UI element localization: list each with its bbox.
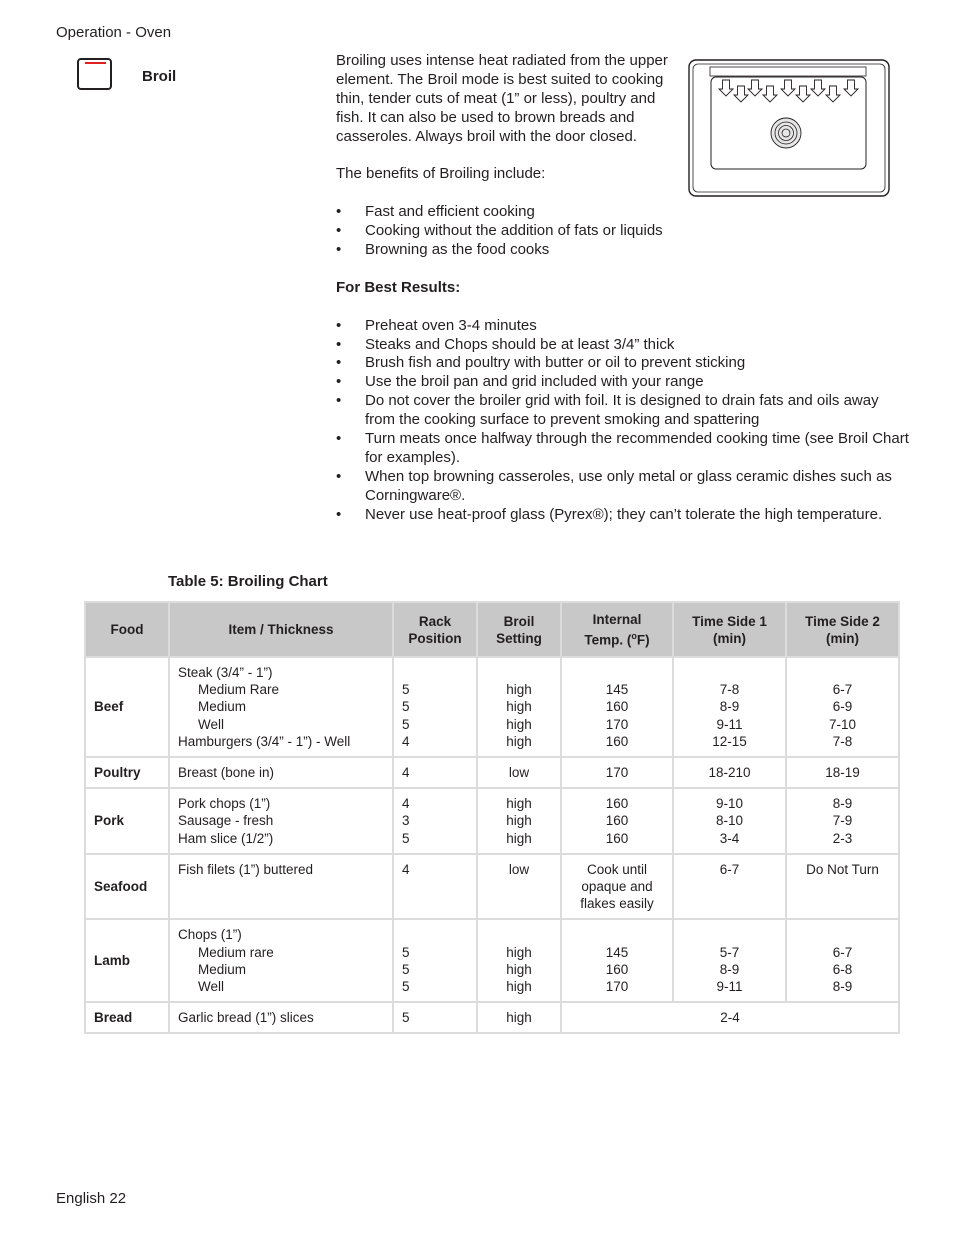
list-item-text: Do not cover the broiler grid with foil. It is designed to drain fats and oils away from the cooking surface to prevent smoking and spattering bbox=[365, 392, 879, 429]
rack-cell: 4 3 5 bbox=[393, 788, 477, 854]
broiling-chart-table bbox=[84, 601, 900, 1034]
food-cell: Pork bbox=[85, 788, 169, 854]
broil-mode-icon bbox=[77, 58, 112, 90]
list-item-text: Preheat oven 3-4 minutes bbox=[365, 316, 537, 334]
broil-cell: low bbox=[477, 854, 561, 920]
item-cell: Fish filets (1”) buttered bbox=[169, 854, 393, 920]
broil-cell: high high high high bbox=[477, 657, 561, 757]
rack-cell: 4 bbox=[393, 757, 477, 788]
food-cell: Seafood bbox=[85, 854, 169, 920]
list-item bbox=[336, 468, 911, 506]
bullet: • bbox=[336, 467, 342, 485]
bullet: • bbox=[336, 505, 342, 523]
list-item-text: Steaks and Chops should be at least 3/4” thick bbox=[365, 335, 675, 353]
time-side-2-cell: 6-7 6-9 7-10 7-8 bbox=[786, 657, 899, 757]
rack-cell: 5 5 5 4 bbox=[393, 657, 477, 757]
table-row-seafood bbox=[85, 854, 899, 920]
list-item bbox=[336, 336, 911, 355]
benefits-list bbox=[336, 203, 911, 260]
list-item bbox=[336, 506, 911, 525]
time-side-2-cell: Do Not Turn bbox=[786, 854, 899, 920]
header-time-side-2: Time Side 2 (min) bbox=[786, 602, 899, 657]
rack-cell: 5 bbox=[393, 1002, 477, 1033]
bullet: • bbox=[336, 335, 342, 353]
list-item bbox=[336, 317, 911, 336]
item-cell: Pork chops (1”) Sausage - fresh Ham slice (1/2”) bbox=[169, 788, 393, 854]
food-cell: Bread bbox=[85, 1002, 169, 1033]
broil-description bbox=[336, 52, 911, 543]
temp-cell: 160 160 160 bbox=[561, 788, 673, 854]
list-item bbox=[336, 373, 911, 392]
page-footer: English 22 bbox=[56, 1190, 127, 1207]
broil-cell: high high high bbox=[477, 788, 561, 854]
bullet: • bbox=[336, 354, 342, 372]
list-item bbox=[336, 203, 911, 222]
table-row-poultry bbox=[85, 757, 899, 788]
table-header-row bbox=[85, 602, 899, 657]
bullet: • bbox=[336, 222, 342, 240]
list-item-text: Turn meats once halfway through the recommended cooking time (see Broil Chart for examples). bbox=[365, 430, 909, 466]
list-item-text: Cooking without the addition of fats or liquids bbox=[365, 222, 663, 240]
list-item-text: Brush fish and poultry with butter or oil to prevent sticking bbox=[365, 354, 746, 372]
broil-cell: high high high bbox=[477, 919, 561, 1002]
bullet: • bbox=[336, 392, 342, 410]
header-broil: Broil Setting bbox=[477, 602, 561, 657]
item-cell: Garlic bread (1”) slices bbox=[169, 1002, 393, 1033]
mode-label: Broil bbox=[142, 68, 177, 85]
list-item-text: Use the broil pan and grid included with your range bbox=[365, 373, 704, 391]
bullet: • bbox=[336, 373, 342, 391]
time-side-2-cell: 8-9 7-9 2-3 bbox=[786, 788, 899, 854]
list-item-text: Fast and efficient cooking bbox=[365, 203, 535, 221]
header-food: Food bbox=[85, 602, 169, 657]
bullet: • bbox=[336, 241, 342, 259]
time-side-1-cell: 9-10 8-10 3-4 bbox=[673, 788, 786, 854]
food-cell: Poultry bbox=[85, 757, 169, 788]
list-item bbox=[336, 392, 911, 430]
header-time-side-1: Time Side 1 (min) bbox=[673, 602, 786, 657]
bullet: • bbox=[336, 430, 342, 448]
temp-cell: 145 160 170 bbox=[561, 919, 673, 1002]
list-item-text: When top browning casseroles, use only metal or glass ceramic dishes such as Corningware®. bbox=[365, 467, 892, 504]
header-temp: Internal Temp. ($^o$F) bbox=[561, 602, 673, 657]
time-side-1-cell: 18-210 bbox=[673, 757, 786, 788]
rack-cell: 5 5 5 bbox=[393, 919, 477, 1002]
best-results-list bbox=[336, 317, 911, 525]
intro-paragraph: Broiling uses intense heat radiated from the upper element. The Broil mode is best suited to cooking thin, tender cuts of meat (1” or less), poultry and fish. It can also be used to brown breads and casseroles. Always broil with the door closed. bbox=[336, 52, 668, 145]
time-cell: 2-4 bbox=[561, 1002, 899, 1033]
time-side-2-cell: 18-19 bbox=[786, 757, 899, 788]
list-item bbox=[336, 222, 911, 241]
time-side-1-cell: 7-8 8-9 9-11 12-15 bbox=[673, 657, 786, 757]
best-results-heading: For Best Results: bbox=[336, 278, 461, 296]
time-side-1-cell: 5-7 8-9 9-11 bbox=[673, 919, 786, 1002]
bullet: • bbox=[336, 316, 342, 334]
list-item bbox=[336, 354, 911, 373]
heating-element-bar bbox=[85, 62, 106, 64]
list-item bbox=[336, 241, 911, 260]
table-row-bread bbox=[85, 1002, 899, 1033]
list-item bbox=[336, 430, 911, 468]
section-header: Operation - Oven bbox=[56, 24, 172, 41]
temp-cell: Cook until opaque and flakes easily bbox=[561, 854, 673, 920]
broil-cell: low bbox=[477, 757, 561, 788]
food-cell: Lamb bbox=[85, 919, 169, 1002]
header-item: Item / Thickness bbox=[169, 602, 393, 657]
benefits-heading: The benefits of Broiling include: bbox=[336, 165, 546, 183]
time-side-1-cell: 6-7 bbox=[673, 854, 786, 920]
header-rack: Rack Position bbox=[393, 602, 477, 657]
list-item-text: Browning as the food cooks bbox=[365, 241, 550, 259]
time-side-2-cell: 6-7 6-8 8-9 bbox=[786, 919, 899, 1002]
broil-cell: high bbox=[477, 1002, 561, 1033]
list-item-text: Never use heat-proof glass (Pyrex®); they can’t tolerate the high temperature. bbox=[365, 505, 883, 523]
bullet: • bbox=[336, 203, 342, 221]
item-cell: Steak (3/4” - 1”) Medium Rare Medium Well Hamburgers (3/4” - 1”) - Well bbox=[169, 657, 393, 757]
table-row-lamb bbox=[85, 919, 899, 1002]
item-cell: Breast (bone in) bbox=[169, 757, 393, 788]
table-row-pork bbox=[85, 788, 899, 854]
table-row-beef bbox=[85, 657, 899, 757]
table-caption: Table 5: Broiling Chart bbox=[168, 573, 328, 590]
item-cell: Chops (1”) Medium rare Medium Well bbox=[169, 919, 393, 1002]
temp-cell: 145 160 170 160 bbox=[561, 657, 673, 757]
food-cell: Beef bbox=[85, 657, 169, 757]
temp-cell: 170 bbox=[561, 757, 673, 788]
rack-cell: 4 bbox=[393, 854, 477, 920]
